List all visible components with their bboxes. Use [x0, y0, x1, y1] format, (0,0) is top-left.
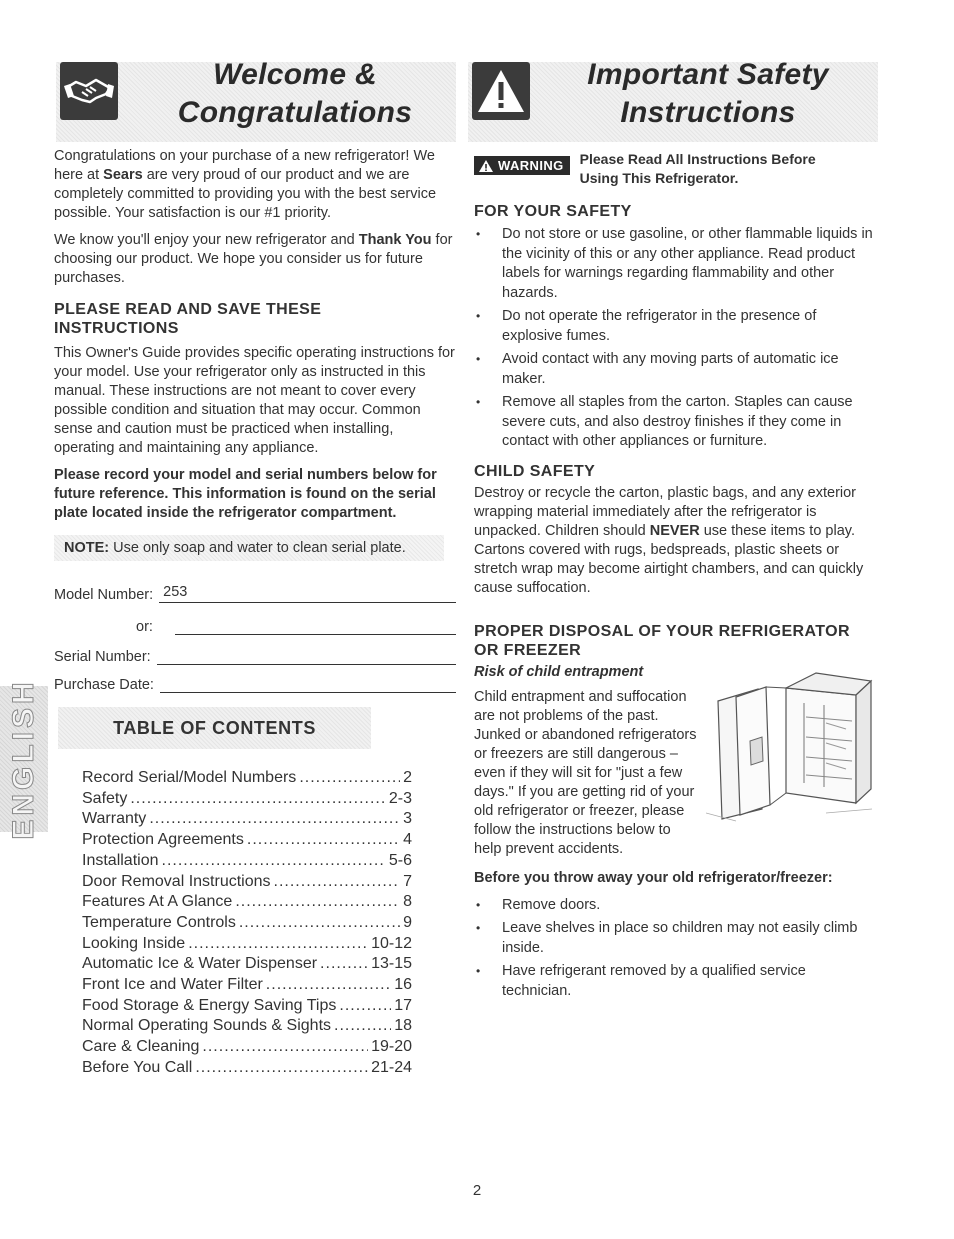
child-safety-body: Destroy or recycle the carton, plastic bags, and any exterior wrapping material immediately after the refrigerator is unpacked. Children should NEVER use these items to play. Cartons covered with rugs, bedspreads, plastic sheets or stretch wrap may become airtight chambers, and can quickly cause suffocation.	[474, 484, 864, 596]
safety-title-line2: Instructions	[620, 96, 796, 129]
disposal-heading: PROPER DISPOSAL OF YOUR REFRIGERATOR OR FREEZER	[474, 622, 850, 659]
note-label: NOTE:	[64, 540, 110, 556]
disposal-body: Child entrapment and suffocation are not problems of the past. Junked or abandoned refrigerators or freezers are still dangerous – even if they will sit for "just a few days." If you are getting rid of your old refrigerator or freezer, please follow the instructions below to help prevent accidents.	[474, 688, 697, 857]
list-item: • Remove doors.	[474, 896, 879, 916]
for-your-safety-list	[474, 225, 879, 452]
toc-title: TABLE OF CONTENTS	[113, 718, 316, 738]
note-box	[54, 535, 444, 561]
warning-small-icon	[478, 159, 494, 173]
model-number-label: Model Number:	[54, 587, 154, 603]
entrapment-subheading: Risk of child entrapment	[474, 663, 644, 680]
note-text: Use only soap and water to clean serial plate.	[109, 540, 406, 556]
toc-item[interactable]: Record Serial/Model Numbers ..... 2	[82, 768, 412, 789]
for-your-safety-heading: FOR YOUR SAFETY	[474, 203, 632, 220]
list-item: • Do not operate the refrigerator in the presence of explosive fumes.	[474, 307, 879, 346]
serial-number-row	[54, 639, 456, 665]
warning-text: Please Read All Instructions Before Using This Refrigerator.	[579, 151, 816, 186]
table-of-contents	[82, 768, 412, 1079]
list-item: • Have refrigerant removed by a qualified service technician.	[474, 962, 879, 1001]
toc-item[interactable]: Normal Operating Sounds & Sights ..... 18	[82, 1016, 412, 1037]
toc-item[interactable]: Door Removal Instructions ..... 7	[82, 872, 412, 893]
intro-paragraph-2: We know you'll enjoy your new refrigerator and Thank You for choosing our product. We hope you consider us for future purchases.	[54, 232, 453, 286]
model-number-field[interactable]: 253	[159, 584, 456, 603]
purchase-date-label: Purchase Date:	[54, 677, 154, 693]
save-instructions-heading: PLEASE READ AND SAVE THESE INSTRUCTIONS	[54, 301, 322, 337]
before-throw-heading: Before you throw away your old refrigerator/freezer:	[474, 869, 833, 886]
child-safety-heading: CHILD SAFETY	[474, 462, 596, 480]
toc-item[interactable]: Looking Inside ..... 10-12	[82, 934, 412, 955]
or-label: or:	[136, 619, 153, 635]
left-column	[54, 147, 456, 693]
record-numbers-note: Please record your model and serial numbers below for future reference. This information is found on the serial plate located inside the refrigerator compartment.	[54, 467, 437, 521]
alternate-model-field[interactable]	[175, 616, 456, 635]
list-item: • Leave shelves in place so children may not easily climb inside.	[474, 919, 879, 958]
warning-badge: WARNING	[474, 156, 570, 175]
welcome-title-line1: Welcome &	[213, 58, 377, 91]
intro-paragraph-1: Congratulations on your purchase of a new refrigerator! We here at Sears are very proud of our product and we are completely committed to providing you with the best service possible. Your satisfaction is our #1 priority.	[54, 148, 437, 221]
welcome-title	[140, 56, 450, 132]
toc-item[interactable]: Safety ..... 2-3	[82, 789, 412, 810]
list-item: • Avoid contact with any moving parts of automatic ice maker.	[474, 350, 879, 389]
handshake-icon	[60, 62, 118, 120]
refrigerator-illustration	[706, 663, 876, 828]
toc-item[interactable]: Front Ice and Water Filter ..... 16	[82, 975, 412, 996]
safety-badge	[472, 62, 530, 120]
warning-triangle-icon	[472, 62, 530, 120]
welcome-title-line2: Congratulations	[177, 96, 413, 129]
toc-item[interactable]: Food Storage & Energy Saving Tips ..... 17	[82, 996, 412, 1017]
welcome-badge	[60, 62, 118, 120]
list-item: • Do not store or use gasoline, or other flammable liquids in the vicinity of this or any other appliance. Read product labels for warnings regarding flammability and other hazards.	[474, 225, 879, 303]
safety-title	[548, 56, 868, 132]
toc-item[interactable]: Protection Agreements ..... 4	[82, 830, 412, 851]
language-tab-label: ENGLISH	[7, 678, 40, 840]
serial-number-field[interactable]	[157, 646, 456, 665]
toc-item[interactable]: Automatic Ice & Water Dispenser ..... 13-15	[82, 954, 412, 975]
warning-callout	[474, 150, 879, 188]
purchase-date-field[interactable]	[160, 674, 456, 693]
toc-item[interactable]: Care & Cleaning ..... 19-20	[82, 1037, 412, 1058]
toc-item[interactable]: Installation ..... 5-6	[82, 851, 412, 872]
page-number: 2	[472, 1182, 482, 1199]
toc-item[interactable]: Features At A Glance ..... 8	[82, 892, 412, 913]
save-instructions-body: This Owner's Guide provides specific operating instructions for your model. Use your refrigerator only as instructed in this manual. These instructions are not meant to cover every possible condition and situation that may occur. Common sense and caution must be practiced when installing, operating and maintaining any appliance.	[54, 345, 455, 456]
purchase-date-row	[54, 667, 456, 693]
list-item: • Remove all staples from the carton. Staples can cause severe cuts, and also destroy finishes if they come in contact with other appliances or furniture.	[474, 393, 879, 452]
toc-item[interactable]: Before You Call ..... 21-24	[82, 1058, 412, 1079]
disposal-list	[474, 896, 879, 1002]
safety-title-line1: Important Safety	[587, 58, 829, 91]
serial-number-label: Serial Number:	[54, 649, 151, 665]
model-number-row	[54, 577, 456, 603]
or-row	[54, 609, 456, 635]
toc-item[interactable]: Warranty ..... 3	[82, 809, 412, 830]
right-column	[474, 150, 879, 1011]
toc-item[interactable]: Temperature Controls ..... 9	[82, 913, 412, 934]
